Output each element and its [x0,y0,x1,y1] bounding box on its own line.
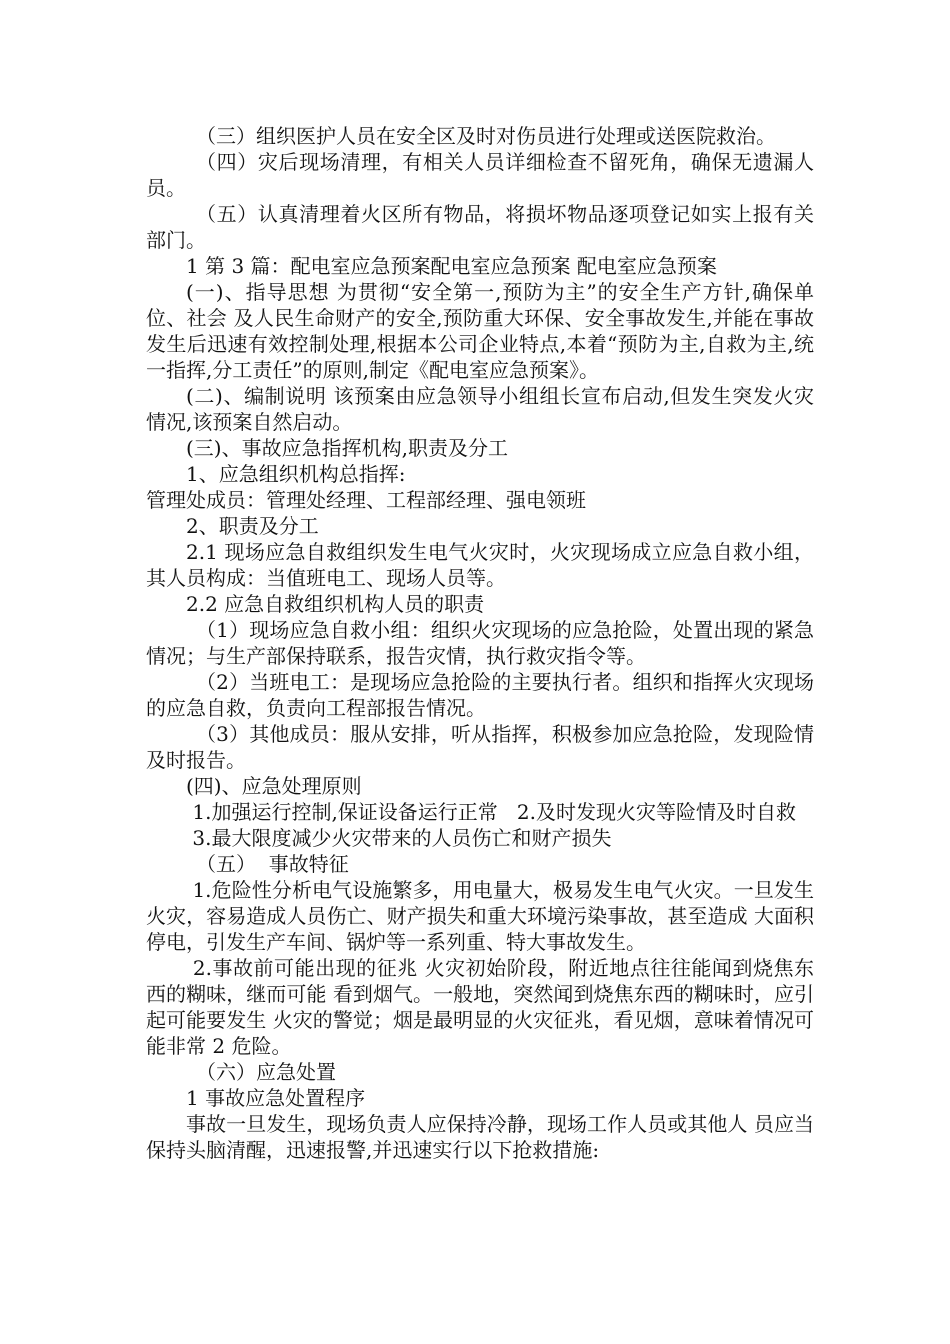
paragraph: 1 事故应急处置程序 [186,1086,366,1110]
paragraph: (四)、应急处理原则 [186,774,362,798]
paragraph: 1 第 3 篇：配电室应急预案配电室应急预案 配电室应急预案 [186,254,717,278]
paragraph: (三)、事故应急指挥机构,职责及分工 [186,436,508,460]
paragraph: 1、应急组织机构总指挥: [186,462,406,486]
paragraph: 管理处成员：管理处经理、工程部经理、强电领班 [146,488,586,512]
paragraph: 2、职责及分工 [186,514,319,538]
paragraph: 2.1 现场应急自救组织发生电气火灾时，火灾现场成立应急自救小组，其人员构成：当值班电工、现场人员等。 [146,540,814,590]
document-body [146,123,814,1163]
paragraph: 1.加强运行控制,保证设备运行正常 2.及时发现火灾等险情及时自救 [186,800,796,824]
paragraph: （六）应急处置 [196,1060,336,1084]
paragraph: （2）当班电工：是现场应急抢险的主要执行者。组织和指挥火灾现场的应急自救，负责向工程部报告情况。 [146,670,814,720]
paragraph: （三）组织医护人员在安全区及时对伤员进行处理或送医院救治。 [196,124,776,148]
paragraph: 1.危险性分析电气设施繁多，用电量大，极易发生电气火灾。一旦发生火灾，容易造成人员伤亡、财产损失和重大环境污染事故，甚至造成 大面积停电，引发生产车间、锅炉等一系列重、特大事故发生。 [146,878,814,954]
paragraph: 2.2 应急自救组织机构人员的职责 [186,592,485,616]
paragraph: (一)、指导思想 为贯彻“安全第一,预防为主”的安全生产方针,确保单位、社会 及人民生命财产的安全,预防重大环保、安全事故发生,并能在事故发生后迅速有效控制处理,根据本公司企业特点,本着“预防为主,自救为主,统一指挥,分工责任”的原则,制定《配电室应急预案》。 [146,280,814,382]
paragraph: (二)、编制说明 该预案由应急领导小组组长宣布启动,但发生突发火灾情况,该预案自然启动。 [146,384,814,434]
paragraph: 2.事故前可能出现的征兆 火灾初始阶段，附近地点往往能闻到烧焦东西的糊味，继而可能 看到烟气。一般地，突然闻到烧焦东西的糊味时，应引起可能要发生 火灾的警觉；烟是最明显的火灾征兆，看见烟，意味着情况可能非常 2 危险。 [146,956,814,1058]
paragraph: （四）灾后现场清理，有相关人员详细检查不留死角，确保无遗漏人员。 [146,150,814,200]
paragraph: 事故一旦发生，现场负责人应保持冷静，现场工作人员或其他人 员应当保持头脑清醒，迅速报警,并迅速实行以下抢救措施: [146,1112,814,1162]
paragraph: （五）认真清理着火区所有物品，将损坏物品逐项登记如实上报有关部门。 [146,202,814,252]
paragraph: （3）其他成员：服从安排，听从指挥，积极参加应急抢险，发现险情及时报告。 [146,722,814,772]
paragraph: 3.最大限度减少火灾带来的人员伤亡和财产损失 [186,826,612,850]
paragraph: （1）现场应急自救小组：组织火灾现场的应急抢险，处置出现的紧急情况；与生产部保持联系，报告灾情，执行救灾指令等。 [146,618,814,668]
paragraph: （五） 事故特征 [196,852,349,876]
